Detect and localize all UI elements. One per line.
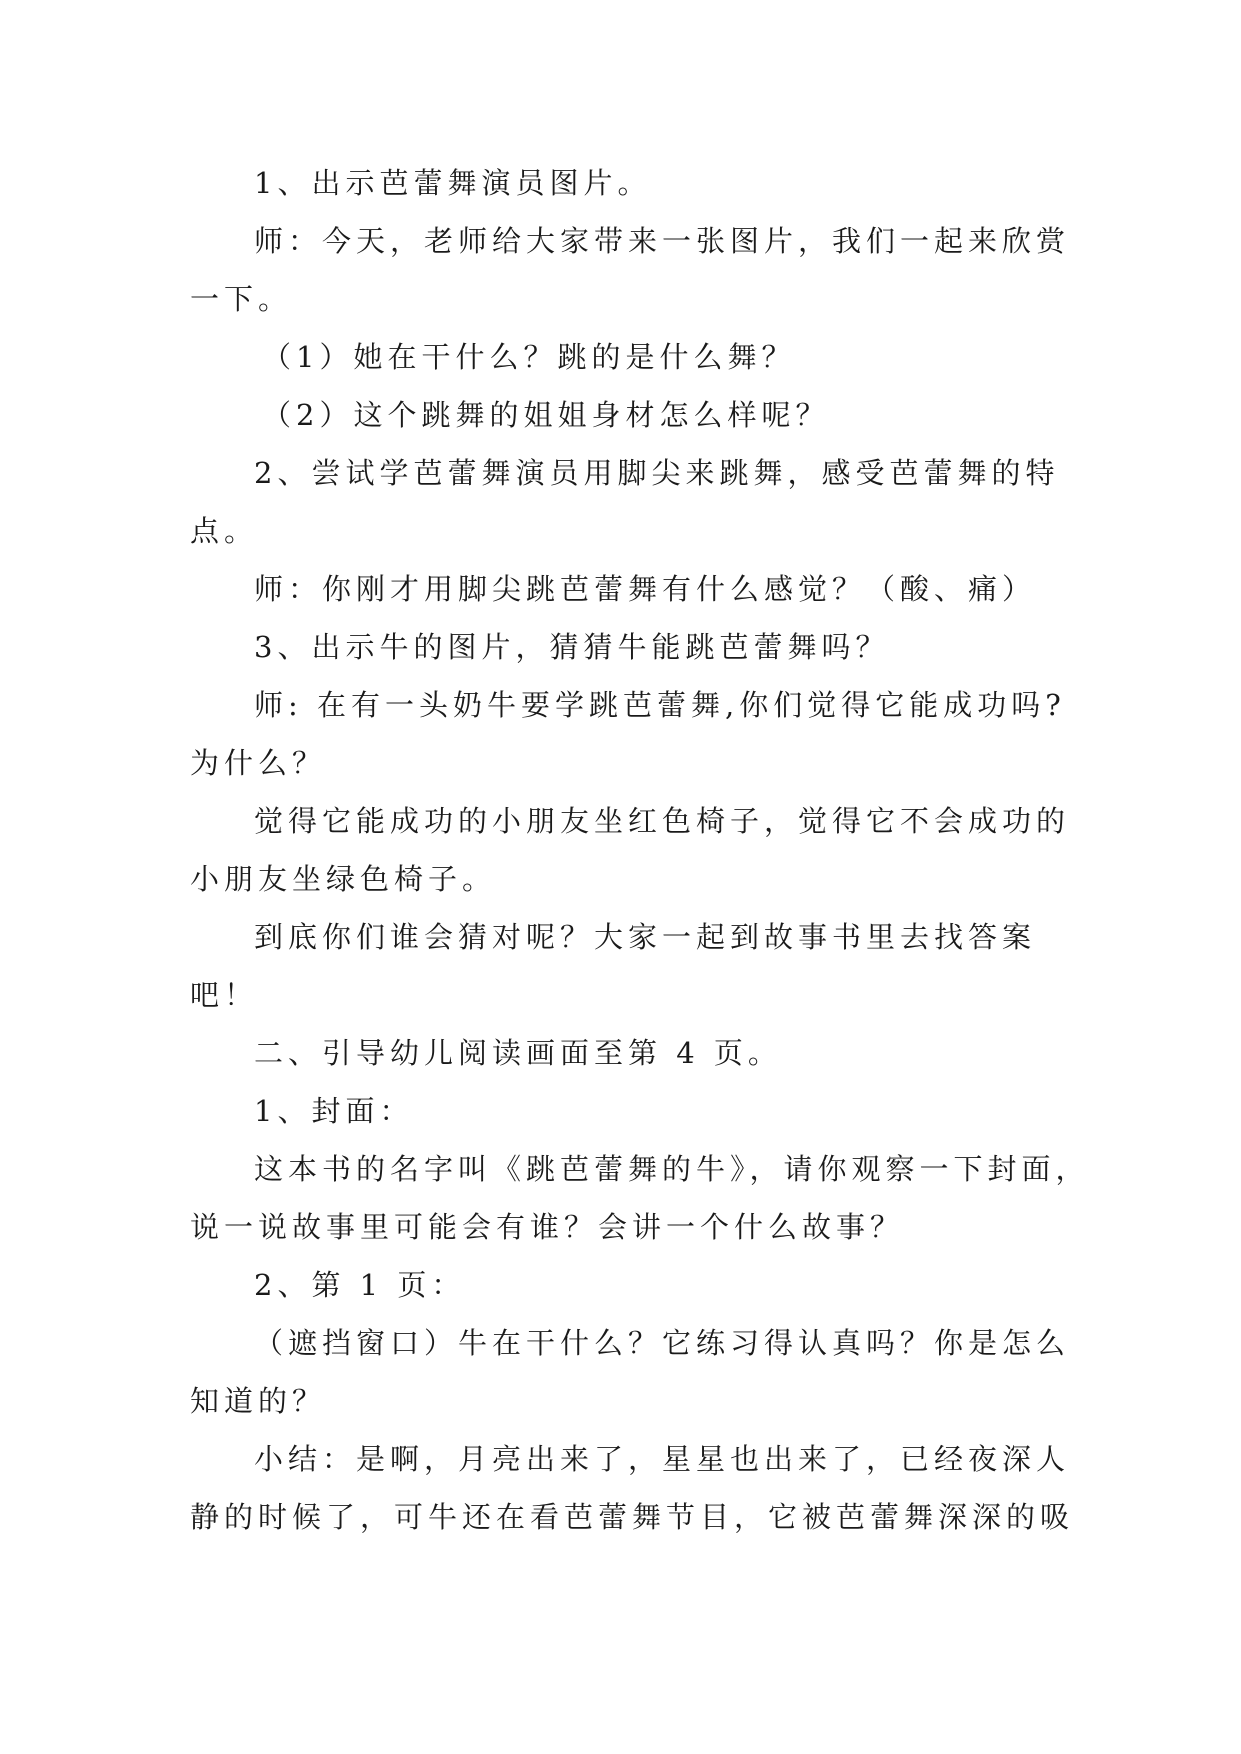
body-text	[190, 154, 1090, 1546]
paragraph-line: 小朋友坐绿色椅子。	[190, 862, 497, 896]
paragraph-line: 2、第 1 页：	[254, 1268, 466, 1302]
paragraph-line: 这本书的名字叫《跳芭蕾舞的牛》，请你观察一下封面，	[254, 1152, 1090, 1186]
paragraph-line: （遮挡窗口）牛在干什么？它练习得认真吗？你是怎么	[254, 1326, 1071, 1360]
paragraph-line: 到底你们谁会猜对呢？大家一起到故事书里去找答案	[254, 920, 1037, 954]
paragraph-line: 师: 在有一头奶牛要学跳芭蕾舞,你们觉得它能成功吗?	[254, 688, 1066, 722]
paragraph-line: 吧！	[190, 978, 259, 1012]
paragraph-line: 3、出示牛的图片，猜猜牛能跳芭蕾舞吗？	[254, 630, 890, 664]
paragraph-line: 1、出示芭蕾舞演员图片。	[254, 166, 652, 200]
paragraph-line: 一下。	[190, 282, 293, 316]
paragraph-line: 静的时候了，可牛还在看芭蕾舞节目，它被芭蕾舞深深的吸	[190, 1500, 1075, 1534]
paragraph-line: 小结：是啊，月亮出来了，星星也出来了，已经夜深人	[254, 1442, 1071, 1476]
paragraph-line: （2）这个跳舞的姐姐身材怎么样呢？	[262, 398, 830, 432]
paragraph-line: 为什么？	[190, 746, 327, 780]
paragraph-line: 觉得它能成功的小朋友坐红色椅子，觉得它不会成功的	[254, 804, 1071, 838]
paragraph-line: 师：今天，老师给大家带来一张图片，我们一起来欣赏	[254, 224, 1071, 258]
paragraph-line: 点。	[190, 514, 259, 548]
paragraph-line: 2、尝试学芭蕾舞演员用脚尖来跳舞，感受芭蕾舞的特	[254, 456, 1060, 490]
paragraph-line: 知道的？	[190, 1384, 327, 1418]
paragraph-line: （1）她在干什么？跳的是什么舞？	[262, 340, 796, 374]
paragraph-line: 1、封面：	[254, 1094, 414, 1128]
section-heading: 二、引导幼儿阅读画面至第 4 页。	[254, 1036, 782, 1070]
paragraph-line: 说一说故事里可能会有谁？会讲一个什么故事？	[190, 1210, 905, 1244]
paragraph-line: 师：你刚才用脚尖跳芭蕾舞有什么感觉？（酸、痛）	[254, 572, 1037, 606]
